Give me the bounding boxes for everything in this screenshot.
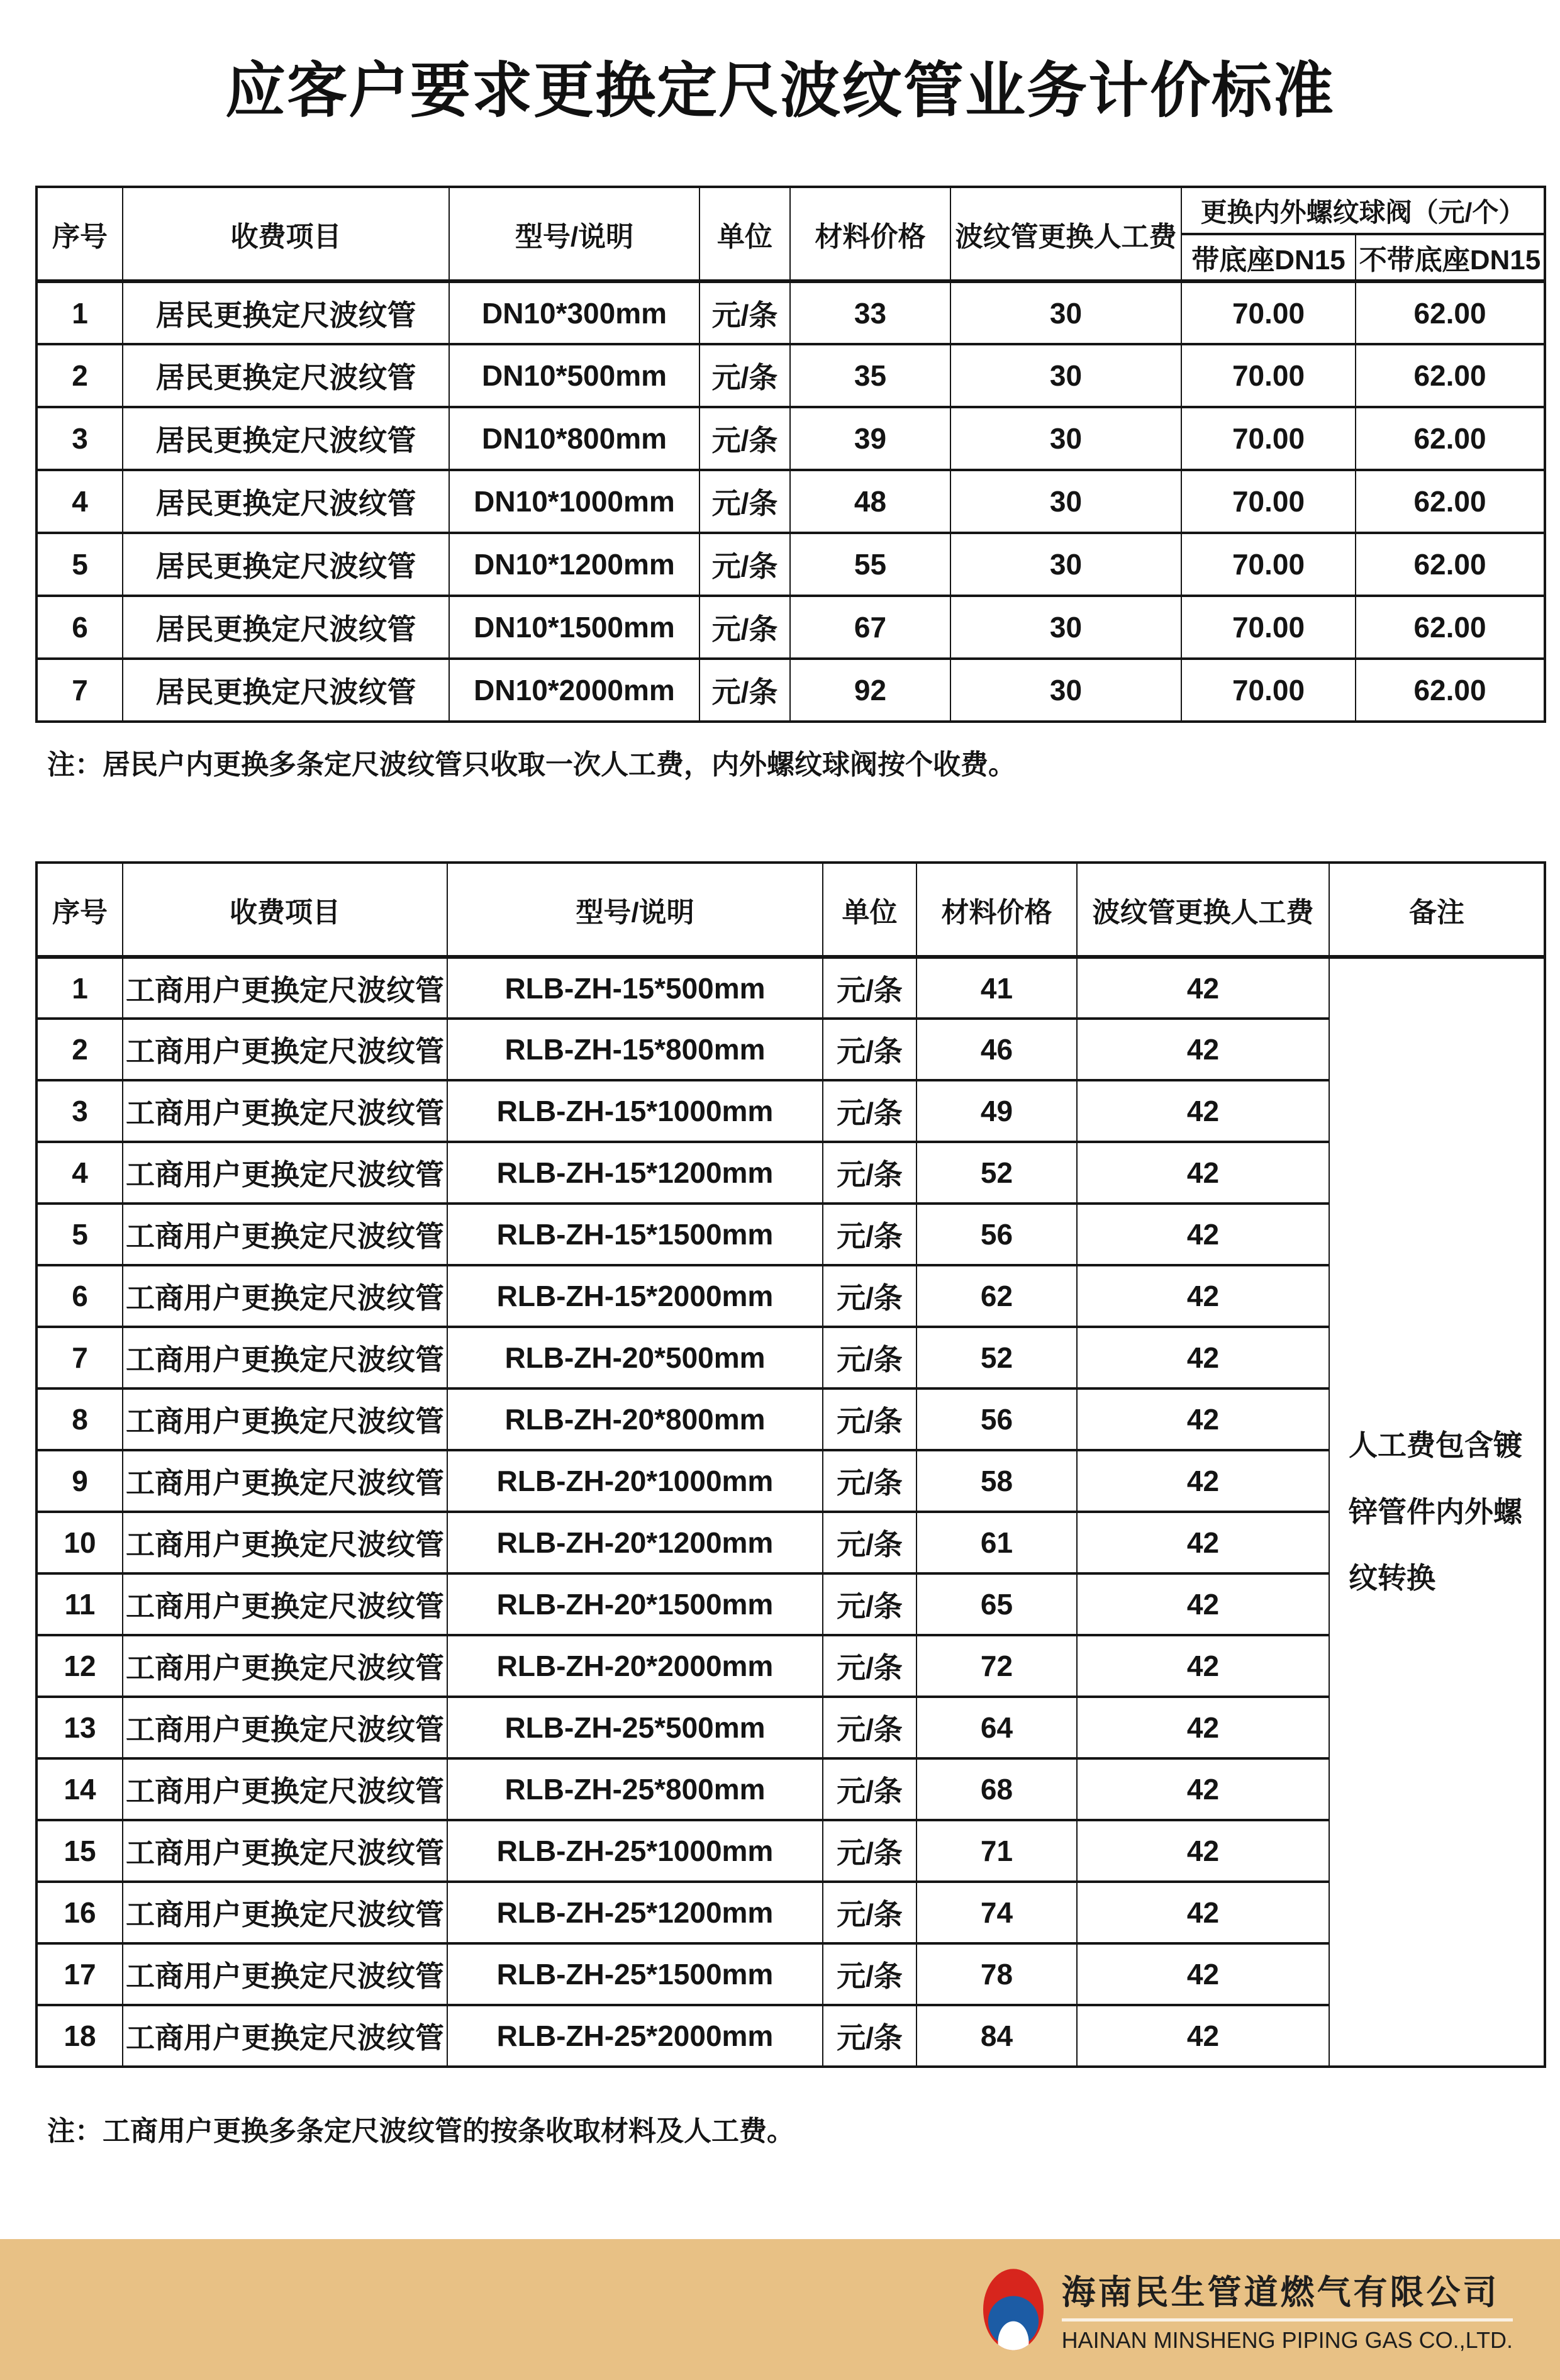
col-material-price: 64 (916, 1697, 1077, 1758)
col-unit: 元/条 (823, 1080, 916, 1142)
col-index: 1 (36, 281, 123, 344)
col-index: 13 (36, 1697, 123, 1758)
col-labor: 42 (1077, 1758, 1329, 1820)
col-item: 居民更换定尺波纹管 (123, 344, 449, 407)
col-index: 2 (36, 344, 123, 407)
col-item: 工商用户更换定尺波纹管 (123, 1697, 447, 1758)
col-unit: 元/条 (823, 1327, 916, 1388)
table-row (36, 1327, 1545, 1388)
col-index: 16 (36, 1882, 123, 1943)
col-item: 居民更换定尺波纹管 (123, 659, 449, 722)
col-labor: 42 (1077, 1882, 1329, 1943)
footer-band (0, 2239, 1560, 2380)
company-name-cn: 海南民生管道燃气有限公司 (1061, 2272, 1500, 2312)
header-valve-without-base: 不带底座DN15 (1356, 234, 1545, 281)
col-valve-without-base: 62.00 (1356, 596, 1545, 659)
col-unit: 元/条 (823, 957, 916, 1019)
header-unit: 单位 (823, 863, 916, 957)
col-labor: 30 (950, 281, 1181, 344)
col-valve-without-base: 62.00 (1356, 470, 1545, 533)
col-material-price: 71 (916, 1820, 1077, 1882)
col-unit: 元/条 (823, 1204, 916, 1265)
col-labor: 42 (1077, 1204, 1329, 1265)
col-unit: 元/条 (823, 1388, 916, 1450)
col-item: 工商用户更换定尺波纹管 (123, 1573, 447, 1635)
col-valve-without-base: 62.00 (1356, 344, 1545, 407)
company-name-block (1062, 2265, 1513, 2354)
table-row (36, 281, 1545, 344)
header-remark: 备注 (1329, 863, 1545, 957)
col-item: 居民更换定尺波纹管 (123, 470, 449, 533)
col-item: 工商用户更换定尺波纹管 (123, 1512, 447, 1573)
header-item: 收费项目 (123, 863, 447, 957)
table-row (36, 659, 1545, 722)
col-unit: 元/条 (823, 2005, 916, 2067)
header-labor: 波纹管更换人工费 (950, 187, 1181, 281)
col-index: 7 (36, 659, 123, 722)
col-item: 工商用户更换定尺波纹管 (123, 1142, 447, 1204)
col-labor: 42 (1077, 1019, 1329, 1080)
col-material-price: 41 (916, 957, 1077, 1019)
col-model: RLB-ZH-15*2000mm (447, 1265, 823, 1327)
col-material-price: 39 (790, 407, 950, 470)
col-item: 工商用户更换定尺波纹管 (123, 2005, 447, 2067)
col-unit: 元/条 (823, 1265, 916, 1327)
col-material-price: 58 (916, 1450, 1077, 1512)
col-labor: 30 (950, 533, 1181, 596)
col-valve-with-base: 70.00 (1181, 596, 1356, 659)
col-index: 7 (36, 1327, 123, 1388)
header-labor: 波纹管更换人工费 (1077, 863, 1329, 957)
col-model: RLB-ZH-20*1500mm (447, 1573, 823, 1635)
col-item: 居民更换定尺波纹管 (123, 533, 449, 596)
col-index: 5 (36, 533, 123, 596)
table-row (36, 1265, 1545, 1327)
col-model: RLB-ZH-25*1000mm (447, 1820, 823, 1882)
col-model: RLB-ZH-20*1200mm (447, 1512, 823, 1573)
table-row (36, 2005, 1545, 2067)
col-model: RLB-ZH-25*500mm (447, 1697, 823, 1758)
col-material-price: 61 (916, 1512, 1077, 1573)
col-item: 工商用户更换定尺波纹管 (123, 1450, 447, 1512)
col-model: RLB-ZH-20*500mm (447, 1327, 823, 1388)
col-index: 18 (36, 2005, 123, 2067)
col-labor: 42 (1077, 1265, 1329, 1327)
col-item: 工商用户更换定尺波纹管 (123, 1882, 447, 1943)
residential-table-note: 注：居民户内更换多条定尺波纹管只收取一次人工费，内外螺纹球阀按个收费。 (47, 749, 1016, 780)
col-material-price: 49 (916, 1080, 1077, 1142)
col-item: 工商用户更换定尺波纹管 (123, 1388, 447, 1450)
residential-price-table (35, 186, 1546, 723)
col-unit: 元/条 (699, 344, 790, 407)
header-index: 序号 (36, 187, 123, 281)
col-model: RLB-ZH-25*1200mm (447, 1882, 823, 1943)
col-labor: 42 (1077, 1327, 1329, 1388)
col-labor: 42 (1077, 957, 1329, 1019)
col-item: 居民更换定尺波纹管 (123, 281, 449, 344)
table-row (36, 1450, 1545, 1512)
col-unit: 元/条 (699, 281, 790, 344)
col-material-price: 55 (790, 533, 950, 596)
col-item: 工商用户更换定尺波纹管 (123, 1943, 447, 2005)
col-index: 9 (36, 1450, 123, 1512)
header-material-price: 材料价格 (916, 863, 1077, 957)
col-index: 1 (36, 957, 123, 1019)
table-row (36, 1142, 1545, 1204)
company-logo-icon (983, 2268, 1044, 2351)
col-material-price: 84 (916, 2005, 1077, 2067)
col-material-price: 46 (916, 1019, 1077, 1080)
col-unit: 元/条 (823, 1758, 916, 1820)
col-unit: 元/条 (699, 659, 790, 722)
col-model: RLB-ZH-25*1500mm (447, 1943, 823, 2005)
table-row (36, 1943, 1545, 2005)
col-model: RLB-ZH-15*500mm (447, 957, 823, 1019)
col-index: 3 (36, 1080, 123, 1142)
col-model: RLB-ZH-20*800mm (447, 1388, 823, 1450)
col-valve-with-base: 70.00 (1181, 659, 1356, 722)
table-row (36, 1512, 1545, 1573)
col-unit: 元/条 (823, 1142, 916, 1204)
table-row (36, 1080, 1545, 1142)
col-material-price: 68 (916, 1758, 1077, 1820)
col-labor: 42 (1077, 1388, 1329, 1450)
table-row (36, 596, 1545, 659)
col-material-price: 67 (790, 596, 950, 659)
col-index: 15 (36, 1820, 123, 1882)
col-labor: 42 (1077, 1573, 1329, 1635)
col-index: 6 (36, 1265, 123, 1327)
col-item: 居民更换定尺波纹管 (123, 407, 449, 470)
table-row (36, 1697, 1545, 1758)
col-item: 工商用户更换定尺波纹管 (123, 1265, 447, 1327)
commercial-table-note: 注：工商用户更换多条定尺波纹管的按条收取材料及人工费。 (47, 2116, 794, 2147)
company-name-en: HAINAN MINSHENG PIPING GAS CO.,LTD. (1061, 2327, 1513, 2353)
col-material-price: 92 (790, 659, 950, 722)
table-row (36, 1758, 1545, 1820)
header-index: 序号 (36, 863, 123, 957)
table-row (36, 957, 1545, 1019)
col-labor: 30 (950, 344, 1181, 407)
col-unit: 元/条 (699, 407, 790, 470)
col-index: 3 (36, 407, 123, 470)
col-material-price: 78 (916, 1943, 1077, 2005)
col-index: 5 (36, 1204, 123, 1265)
col-model: RLB-ZH-15*1500mm (447, 1204, 823, 1265)
brand-divider (1062, 2318, 1513, 2321)
table-row (36, 470, 1545, 533)
commercial-price-table (35, 861, 1546, 2068)
col-material-price: 35 (790, 344, 950, 407)
table-row (36, 1573, 1545, 1635)
col-valve-with-base: 70.00 (1181, 281, 1356, 344)
col-material-price: 74 (916, 1882, 1077, 1943)
col-index: 4 (36, 470, 123, 533)
col-index: 10 (36, 1512, 123, 1573)
col-unit: 元/条 (823, 1573, 916, 1635)
table-row (36, 1388, 1545, 1450)
col-valve-with-base: 70.00 (1181, 344, 1356, 407)
col-labor: 42 (1077, 2005, 1329, 2067)
col-valve-with-base: 70.00 (1181, 470, 1356, 533)
col-valve-without-base: 62.00 (1356, 533, 1545, 596)
table-row (36, 344, 1545, 407)
col-item: 工商用户更换定尺波纹管 (123, 1820, 447, 1882)
table-row (36, 1820, 1545, 1882)
col-material-price: 56 (916, 1388, 1077, 1450)
col-labor: 42 (1077, 1820, 1329, 1882)
col-index: 6 (36, 596, 123, 659)
col-model: RLB-ZH-20*1000mm (447, 1450, 823, 1512)
col-model: RLB-ZH-15*800mm (447, 1019, 823, 1080)
col-unit: 元/条 (699, 470, 790, 533)
col-labor: 42 (1077, 1635, 1329, 1697)
col-model: RLB-ZH-25*2000mm (447, 2005, 823, 2067)
header-row-1 (36, 187, 1545, 234)
header-item: 收费项目 (123, 187, 449, 281)
col-labor: 42 (1077, 1080, 1329, 1142)
col-model: DN10*300mm (449, 281, 699, 344)
col-unit: 元/条 (823, 1019, 916, 1080)
col-valve-without-base: 62.00 (1356, 281, 1545, 344)
col-item: 工商用户更换定尺波纹管 (123, 1635, 447, 1697)
col-unit: 元/条 (823, 1820, 916, 1882)
header-row (36, 863, 1545, 957)
col-labor: 42 (1077, 1142, 1329, 1204)
header-unit: 单位 (699, 187, 790, 281)
col-index: 14 (36, 1758, 123, 1820)
col-labor: 42 (1077, 1450, 1329, 1512)
col-remark: 人工费包含镀锌管件内外螺纹转换 (1329, 957, 1545, 2067)
col-material-price: 48 (790, 470, 950, 533)
col-valve-without-base: 62.00 (1356, 659, 1545, 722)
company-brand (983, 2265, 1513, 2354)
col-labor: 30 (950, 470, 1181, 533)
col-index: 12 (36, 1635, 123, 1697)
col-unit: 元/条 (823, 1512, 916, 1573)
col-material-price: 65 (916, 1573, 1077, 1635)
col-material-price: 56 (916, 1204, 1077, 1265)
col-model: RLB-ZH-15*1000mm (447, 1080, 823, 1142)
col-item: 居民更换定尺波纹管 (123, 596, 449, 659)
col-material-price: 52 (916, 1142, 1077, 1204)
header-valve-with-base: 带底座DN15 (1181, 234, 1356, 281)
col-item: 工商用户更换定尺波纹管 (123, 1204, 447, 1265)
table-row (36, 1019, 1545, 1080)
col-item: 工商用户更换定尺波纹管 (123, 1327, 447, 1388)
col-labor: 42 (1077, 1697, 1329, 1758)
col-item: 工商用户更换定尺波纹管 (123, 1019, 447, 1080)
col-item: 工商用户更换定尺波纹管 (123, 1080, 447, 1142)
col-model: DN10*2000mm (449, 659, 699, 722)
header-model: 型号/说明 (447, 863, 823, 957)
header-model: 型号/说明 (449, 187, 699, 281)
col-labor: 42 (1077, 1943, 1329, 2005)
col-model: DN10*1000mm (449, 470, 699, 533)
table-row (36, 1204, 1545, 1265)
col-unit: 元/条 (823, 1697, 916, 1758)
col-index: 11 (36, 1573, 123, 1635)
col-item: 工商用户更换定尺波纹管 (123, 957, 447, 1019)
col-index: 8 (36, 1388, 123, 1450)
col-unit: 元/条 (699, 533, 790, 596)
col-material-price: 52 (916, 1327, 1077, 1388)
col-model: DN10*1500mm (449, 596, 699, 659)
col-model: RLB-ZH-20*2000mm (447, 1635, 823, 1697)
col-index: 2 (36, 1019, 123, 1080)
col-labor: 30 (950, 596, 1181, 659)
col-item: 工商用户更换定尺波纹管 (123, 1758, 447, 1820)
col-valve-with-base: 70.00 (1181, 533, 1356, 596)
table-row (36, 533, 1545, 596)
col-model: RLB-ZH-25*800mm (447, 1758, 823, 1820)
page-title: 应客户要求更换定尺波纹管业务计价标准 (225, 57, 1335, 125)
col-labor: 30 (950, 407, 1181, 470)
header-valve-group: 更换内外螺纹球阀（元/个） (1181, 187, 1545, 234)
col-unit: 元/条 (823, 1635, 916, 1697)
table-row (36, 1635, 1545, 1697)
col-model: DN10*800mm (449, 407, 699, 470)
col-index: 17 (36, 1943, 123, 2005)
col-material-price: 33 (790, 281, 950, 344)
table-row (36, 407, 1545, 470)
col-unit: 元/条 (823, 1882, 916, 1943)
col-unit: 元/条 (823, 1450, 916, 1512)
col-material-price: 72 (916, 1635, 1077, 1697)
price-standard-document (0, 43, 1560, 2148)
col-model: RLB-ZH-15*1200mm (447, 1142, 823, 1204)
col-valve-without-base: 62.00 (1356, 407, 1545, 470)
col-model: DN10*500mm (449, 344, 699, 407)
col-unit: 元/条 (699, 596, 790, 659)
col-index: 4 (36, 1142, 123, 1204)
col-material-price: 62 (916, 1265, 1077, 1327)
table-row (36, 1882, 1545, 1943)
col-valve-with-base: 70.00 (1181, 407, 1356, 470)
col-labor: 30 (950, 659, 1181, 722)
col-unit: 元/条 (823, 1943, 916, 2005)
header-material-price: 材料价格 (790, 187, 950, 281)
col-labor: 42 (1077, 1512, 1329, 1573)
col-model: DN10*1200mm (449, 533, 699, 596)
